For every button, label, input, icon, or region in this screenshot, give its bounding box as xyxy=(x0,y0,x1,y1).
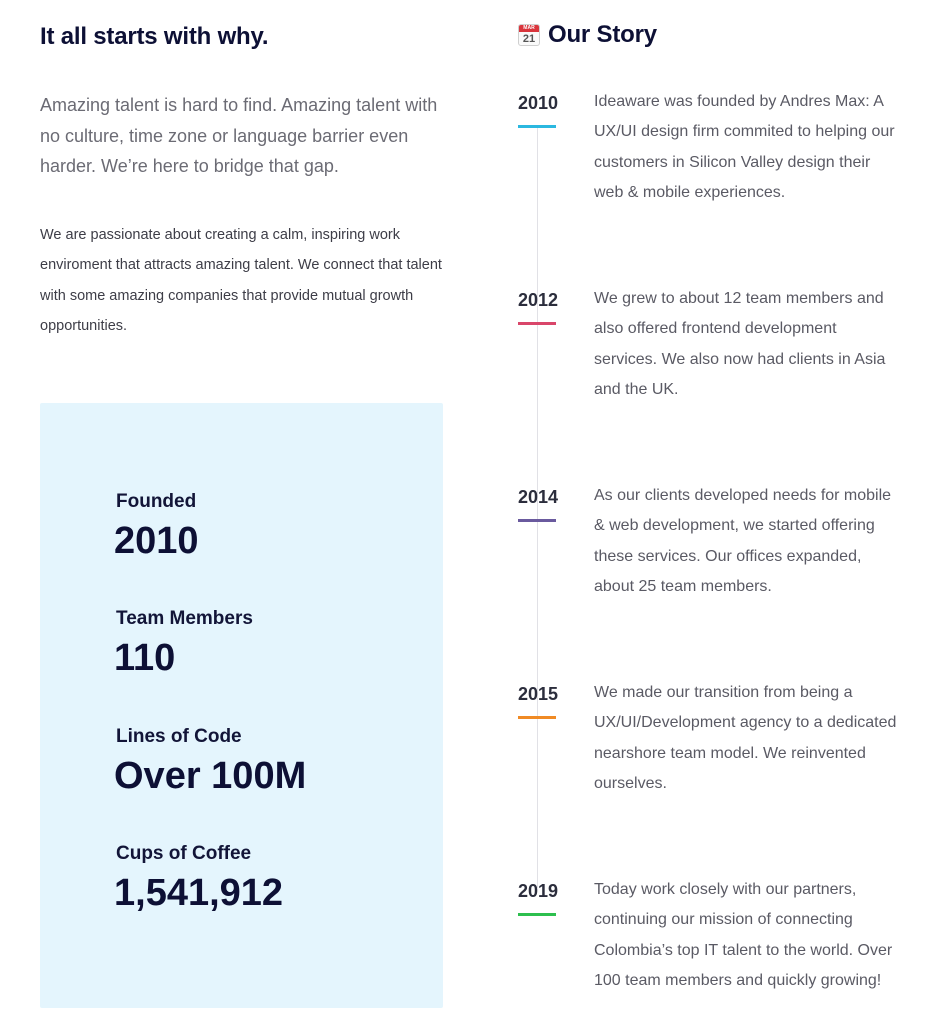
story-heading: Our Story xyxy=(548,21,657,48)
timeline-text: As our clients developed needs for mobile & web development, we started offering these services. Our offices expanded, about 25 team members. xyxy=(594,487,892,595)
stat-label-founded: Founded xyxy=(116,491,197,512)
stat-label-cups-of-coffee: Cups of Coffee xyxy=(116,843,252,864)
timeline-text: We made our transition from being a UX/UI/Development agency to a dedicated nearshore team model. We reinvented ourselves. xyxy=(594,684,897,792)
stat-value-cups-of-coffee: 1,541,912 xyxy=(114,872,284,914)
timeline-year: 2019 xyxy=(518,881,559,901)
timeline-text: Ideaware was founded by Andres Max: A UX/UI design firm commited to helping our customers in Silicon Valley design their web & mobile experiences. xyxy=(594,93,895,201)
calendar-icon xyxy=(518,24,540,46)
stat-value-team-members: 110 xyxy=(114,637,176,679)
timeline-line xyxy=(537,128,538,888)
timeline-year: 2015 xyxy=(518,684,559,704)
stat-value-founded: 2010 xyxy=(114,520,199,562)
stat-label-team-members: Team Members xyxy=(116,608,253,629)
stat-label-lines-of-code: Lines of Code xyxy=(116,726,242,747)
timeline-year: 2010 xyxy=(518,93,559,113)
timeline-year: 2014 xyxy=(518,487,559,507)
timeline-text: Today work closely with our partners, continuing our mission of connecting Colombia’s top IT talent to the world. Over 100 team members and quickly growing! xyxy=(594,881,893,989)
timeline-year: 2012 xyxy=(518,290,559,310)
calendar-icon-day: 21 xyxy=(522,33,536,45)
timeline-marker xyxy=(518,322,556,325)
why-heading: It all starts with why. xyxy=(40,23,269,50)
timeline-marker xyxy=(518,519,556,522)
timeline-text: We grew to about 12 team members and also offered frontend development services. We also now had clients in Asia and the UK. xyxy=(594,290,886,398)
timeline-marker xyxy=(518,125,556,128)
body-paragraph: We are passionate about creating a calm, inspiring work enviroment that attracts amazing talent. We connect that talent with some amazing companies that provide mutual growth opportunities. xyxy=(40,227,442,334)
stats-card xyxy=(40,403,443,1008)
stat-value-lines-of-code: Over 100M xyxy=(114,755,307,797)
timeline-marker xyxy=(518,913,556,916)
calendar-icon-header: MAR xyxy=(519,25,539,32)
lead-paragraph: Amazing talent is hard to find. Amazing talent with no culture, time zone or language barrier even harder. We’re here to bridge that gap. xyxy=(40,95,438,176)
timeline-marker xyxy=(518,716,556,719)
story-header xyxy=(518,20,657,50)
